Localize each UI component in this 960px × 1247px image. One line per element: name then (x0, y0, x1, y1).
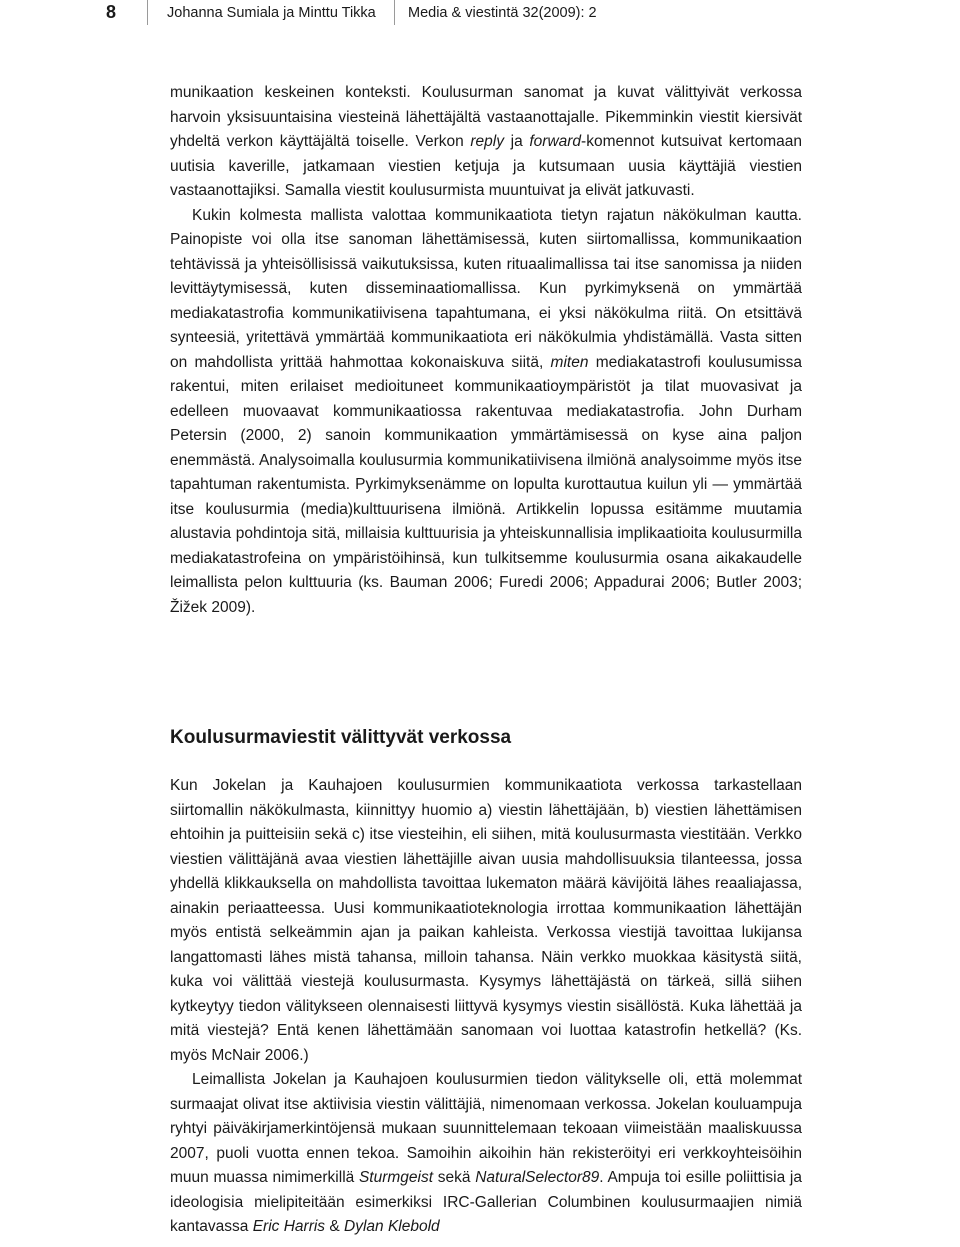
text-run: -komennot kutsuivat kertomaan uutisia kaverille, jatkamaan viestien ketjuja ja kutsumaan uusia käyttäjiä viestien vastaanottajiksi. Samalla viestit koulusurmista muuntuivat ja elivät jatkuvasti. (170, 133, 802, 199)
paragraph (170, 204, 802, 621)
italic-term: Eric Harris (252, 1218, 326, 1235)
header-separator (147, 0, 148, 25)
text-run: Leimallista Jokelan ja Kauhajoen koulusurmien tiedon välitykselle oli, että molemmat surmaajat olivat itse aktiivisia viestin välittäjiä, nimenomaan verkossa. Jokelan kouluampuja ryhtyi päiväkirjamerkintöjensä mukaan suunnittelemaan tekoaan viimeistään maaliskuussa 2007, puoli vuotta ennen tekoa. Samoihin aikoihin hän rekisteröityi eri verkkoyhteisöihin muun muassa nimimerkillä (170, 1071, 802, 1186)
body-text-bottom (170, 774, 802, 1240)
text-run: . Ampuja toi esille poliittisia ja ideologisia mielipiteitään esimerkiksi IRC-Gallerian Columbinen koulusurmaajien nimiä kantavassa (170, 1169, 803, 1235)
paragraph: Kun Jokelan ja Kauhajoen koulusurmien kommunikaatiota verkossa tarkastellaan siirtomallin näkökulmasta, kiinnittyy huomio a) viestin lähettäjään, b) viestien lähettämisen ehtoihin ja puitteisiin sekä c) itse viesteihin, eli siihen, mitä koulusurmasta viestitään. Verkko viestien välittäjänä avaa viestien lähettäjille aivan uusia mahdollisuuksia tilanteessa, jossa yhdellä klikkauksella on mahdollista tavoittaa lukematon määrä kävijöitä lähes reaaliajassa, ainakin periaatteessa. Uusi kommunikaatioteknologia irrottaa kommunikaation lähettäjän myös entistä selkeämmin ajan ja paikan kahleista. Verkossa viestijä tavoittaa lukijansa langattomasti lähes mistä tahansa, milloin tahansa. Näin verkko muokkaa käsitystä siitä, kuka voi välittää viestejä koulusurmasta. Kysymys lähettäjästä on tärkeä, sillä siihen kytkeytyy tiedon välitykseen olennaisesti liittyvä kysymys viestin sisällöstä. Kuka lähettää ja mitä viestejä? Entä kenen lähettämään sanomaan voi luottaa katastrofin hetkellä? (Ks. myös McNair 2006.) (170, 777, 802, 1064)
running-head-authors: Johanna Sumiala ja Minttu Tikka (167, 5, 376, 21)
text-run: munikaation keskeinen konteksti. Koulusurman sanomat ja kuvat välittyivät verkossa harvoin yksisuuntaisina viesteinä lähettäjältä vastaanottajalle. Pikemminkin viestit kiersivät yhdeltä verkon käyttäjältä toiselle. Verkon (170, 84, 802, 150)
italic-term: miten (550, 353, 589, 371)
section-heading: Koulusurmaviestit välittyvät verkossa (170, 727, 512, 748)
text-run: mediakatastrofi koulusumissa rakentui, miten erilaiset medioituneet kommunikaatioympäristöt ja tilat muovasivat ja edelleen muovaavat kommunikaatiossa rakentuvaa mediakatastrofia. John Durham Petersin (2000, 2) sanoin kommunikaation ymmärtämisessä on kyse aina paljon enemmästä. Analysoimalla koulusurmia kommunikatiivisena ilmiönä analysoimme myös itse tapahtuman rakentumista. Pyrkimyksenämme on lopulta kurottautua kuilun yli — ymmärtää itse koulusurmia (media)kulttuurisena ilmiönä. Artikkelin lopussa esitämme muutamia alustavia pohdintoja sitä, millaisia kulttuurisia ja yhteiskunnallisia implikaatioita koulusurmilla mediakatastrofeina on ympäristöihinsä, kun tulkitsemme koulusurmia osana aikakaudelle leimallista pelon kulttuuria (ks. Bauman 2006; Furedi 2006; Appadurai 2006; Butler 2003; Žižek 2009). (170, 353, 802, 616)
italic-term: Dylan Klebold (344, 1218, 440, 1235)
running-header (0, 0, 960, 36)
header-separator (394, 0, 395, 25)
paragraph (170, 81, 802, 204)
text-run: sekä (433, 1169, 476, 1186)
running-head-journal: Media & viestintä 32(2009): 2 (408, 5, 597, 21)
italic-term: reply (470, 133, 504, 150)
page-number: 8 (106, 2, 117, 22)
body-text-top (170, 81, 802, 620)
text-run: Kukin kolmesta mallista valottaa kommunikaatiota tietyn rajatun näkökulman kautta. Painopiste voi olla itse sanoman lähettämisessä, kuten siirtomallissa, kommunikaation tehtävissä ja yhteisöllisissä vaikutuksissa, kuten rituaalimallissa tai itse sanomissa ja niiden levittäytymisessä, kuten disseminaatiomallissa. Kun pyrkimyksenä on ymmärtää mediakatastrofia kommunikatiivisena tapahtumana, ei yksi näkökulma riitä. On etsittävä synteesiä, yritettävä ymmärtää kommunikaatiota eri näkökulmia yhdistämällä. Vasta sitten on mahdollista yrittää hahmottaa kokonaiskuva siitä, (170, 206, 802, 371)
italic-term: NaturalSelector89 (475, 1169, 600, 1186)
text-run: ja (503, 133, 530, 150)
italic-term: Sturmgeist (358, 1169, 434, 1186)
paragraph (170, 1068, 802, 1240)
italic-term: forward (529, 133, 582, 150)
text-run: & (325, 1218, 345, 1235)
